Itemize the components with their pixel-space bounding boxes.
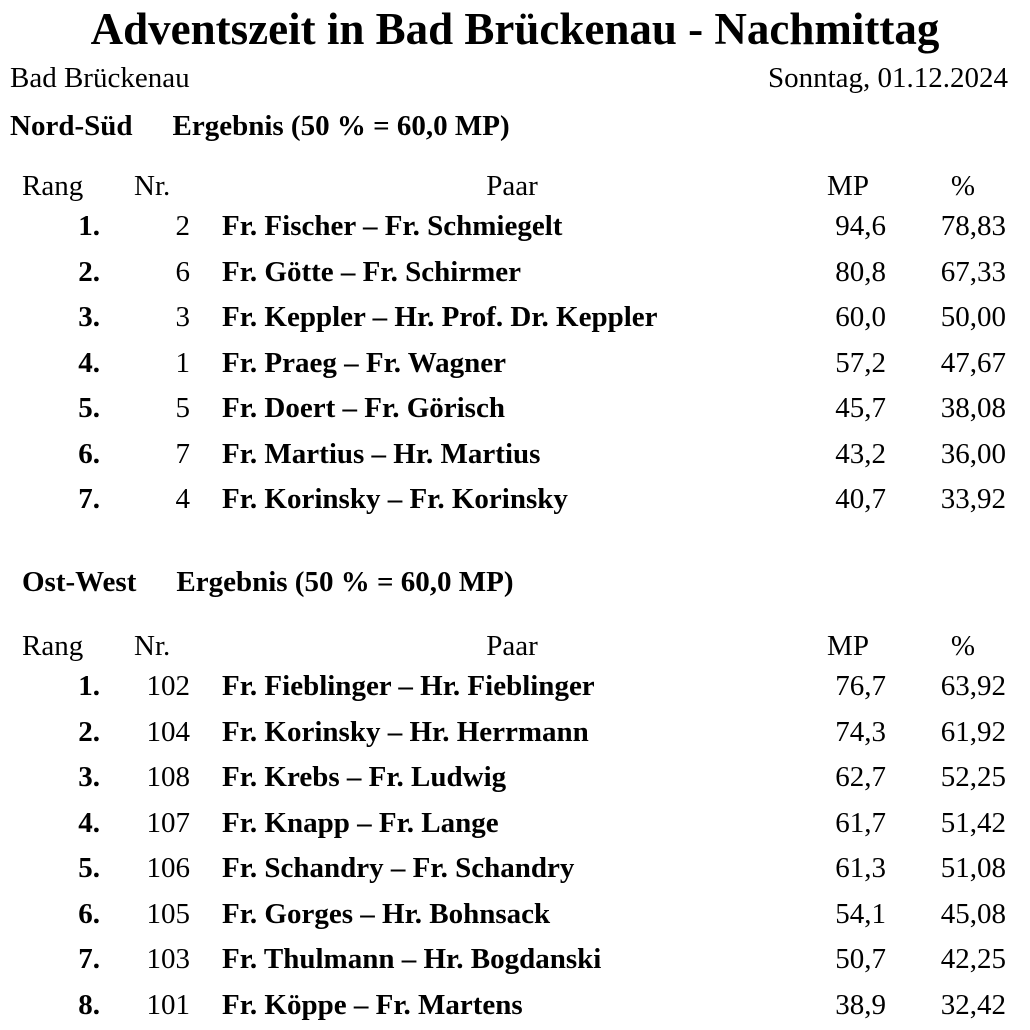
rank-cell: 4. bbox=[78, 346, 100, 379]
table-row bbox=[0, 252, 1030, 298]
column-header-paar: Paar bbox=[486, 630, 538, 662]
pair-names-cell: Fr. Schandry – Fr. Schandry bbox=[222, 852, 575, 884]
table-header-row bbox=[0, 166, 1030, 206]
pair-number-cell: 1 bbox=[175, 346, 190, 379]
pair-names-cell: Fr. Korinsky – Fr. Korinsky bbox=[222, 483, 568, 515]
pair-names-cell: Fr. Köppe – Fr. Martens bbox=[222, 988, 523, 1021]
column-header-mp: MP bbox=[827, 630, 869, 662]
mp-cell: 57,2 bbox=[835, 346, 886, 379]
mp-cell: 60,0 bbox=[835, 301, 886, 333]
pair-names-cell: Fr. Thulmann – Hr. Bogdanski bbox=[222, 943, 602, 975]
percent-cell: 78,83 bbox=[940, 210, 1006, 242]
pair-names-cell: Fr. Götte – Fr. Schirmer bbox=[222, 255, 522, 288]
percent-cell: 33,92 bbox=[940, 483, 1006, 515]
mp-cell: 76,7 bbox=[835, 670, 886, 702]
pair-names-cell: Fr. Krebs – Fr. Ludwig bbox=[222, 761, 507, 793]
pair-number-cell: 107 bbox=[146, 806, 190, 839]
table-row bbox=[0, 388, 1030, 434]
location-label: Bad Brückenau bbox=[10, 62, 190, 94]
table-row bbox=[0, 939, 1030, 985]
pair-names-cell: Fr. Korinsky – Hr. Herrmann bbox=[222, 715, 589, 748]
table-header-row bbox=[0, 626, 1030, 666]
mp-cell: 38,9 bbox=[835, 988, 886, 1021]
pair-number-cell: 7 bbox=[175, 437, 190, 470]
pair-number-cell: 5 bbox=[175, 392, 190, 424]
mp-cell: 61,7 bbox=[835, 806, 886, 839]
pair-number-cell: 2 bbox=[175, 210, 190, 242]
table-row bbox=[0, 894, 1030, 940]
pair-number-cell: 106 bbox=[146, 852, 190, 884]
mp-cell: 40,7 bbox=[835, 483, 886, 515]
percent-cell: 38,08 bbox=[940, 392, 1006, 424]
percent-cell: 51,42 bbox=[940, 806, 1006, 839]
pair-number-cell: 102 bbox=[146, 670, 190, 702]
pair-names-cell: Fr. Doert – Fr. Görisch bbox=[222, 392, 505, 424]
table-row bbox=[0, 206, 1030, 252]
rank-cell: 1. bbox=[78, 670, 100, 702]
pair-number-cell: 104 bbox=[146, 715, 190, 748]
pair-names-cell: Fr. Fieblinger – Hr. Fieblinger bbox=[222, 670, 595, 702]
rank-cell: 2. bbox=[78, 715, 100, 748]
table-row bbox=[0, 434, 1030, 480]
pair-names-cell: Fr. Martius – Hr. Martius bbox=[222, 437, 541, 470]
results-table-nord-sued bbox=[0, 166, 1030, 525]
mp-cell: 43,2 bbox=[835, 437, 886, 470]
mp-cell: 74,3 bbox=[835, 715, 886, 748]
rank-cell: 3. bbox=[78, 301, 100, 333]
results-table-ost-west bbox=[0, 626, 1030, 1030]
rank-cell: 6. bbox=[78, 437, 100, 470]
table-row bbox=[0, 985, 1030, 1030]
pair-names-cell: Fr. Keppler – Hr. Prof. Dr. Keppler bbox=[222, 301, 658, 333]
table-row bbox=[0, 297, 1030, 343]
pair-names-cell: Fr. Knapp – Fr. Lange bbox=[222, 806, 499, 839]
percent-cell: 52,25 bbox=[940, 761, 1006, 793]
percent-cell: 45,08 bbox=[940, 897, 1006, 930]
section-direction: Ost-West bbox=[22, 566, 137, 598]
percent-cell: 63,92 bbox=[940, 670, 1006, 702]
rank-cell: 2. bbox=[78, 255, 100, 288]
section-result-summary: Ergebnis (50 % = 60,0 MP) bbox=[172, 110, 510, 142]
pair-number-cell: 4 bbox=[175, 483, 190, 515]
column-header-nr: Nr. bbox=[134, 170, 171, 202]
section-result-summary: Ergebnis (50 % = 60,0 MP) bbox=[176, 566, 514, 598]
mp-cell: 94,6 bbox=[835, 210, 886, 242]
pair-number-cell: 101 bbox=[146, 988, 190, 1021]
column-header-rang: Rang bbox=[22, 630, 84, 662]
table-row bbox=[0, 666, 1030, 712]
column-header-mp: MP bbox=[827, 170, 869, 202]
table-row bbox=[0, 479, 1030, 525]
section-direction: Nord-Süd bbox=[10, 110, 133, 142]
table-row bbox=[0, 803, 1030, 849]
percent-cell: 36,00 bbox=[940, 437, 1006, 470]
pair-number-cell: 105 bbox=[146, 897, 190, 930]
rank-cell: 5. bbox=[78, 392, 100, 424]
pair-number-cell: 3 bbox=[175, 301, 190, 333]
pair-number-cell: 6 bbox=[175, 255, 190, 288]
table-row bbox=[0, 343, 1030, 389]
pair-number-cell: 108 bbox=[146, 761, 190, 793]
percent-cell: 32,42 bbox=[940, 988, 1006, 1021]
percent-cell: 50,00 bbox=[940, 301, 1006, 333]
rank-cell: 1. bbox=[78, 210, 100, 242]
rank-cell: 4. bbox=[78, 806, 100, 839]
rank-cell: 5. bbox=[78, 852, 100, 884]
pair-names-cell: Fr. Praeg – Fr. Wagner bbox=[222, 346, 507, 379]
column-header-percent: % bbox=[950, 630, 976, 662]
percent-cell: 47,67 bbox=[940, 346, 1006, 379]
mp-cell: 50,7 bbox=[835, 943, 886, 975]
column-header-paar: Paar bbox=[486, 170, 538, 202]
table-row bbox=[0, 848, 1030, 894]
rank-cell: 6. bbox=[78, 897, 100, 930]
section-heading-ost-west bbox=[22, 564, 514, 600]
percent-cell: 42,25 bbox=[940, 943, 1006, 975]
section-heading-nord-sued bbox=[10, 108, 510, 144]
column-header-rang: Rang bbox=[22, 170, 84, 202]
rank-cell: 7. bbox=[78, 943, 100, 975]
date-label: Sonntag, 01.12.2024 bbox=[767, 62, 1008, 94]
table-row bbox=[0, 757, 1030, 803]
mp-cell: 61,3 bbox=[835, 852, 886, 884]
mp-cell: 62,7 bbox=[835, 761, 886, 793]
percent-cell: 61,92 bbox=[940, 715, 1006, 748]
column-header-nr: Nr. bbox=[134, 630, 171, 662]
pair-names-cell: Fr. Fischer – Fr. Schmiegelt bbox=[222, 210, 563, 242]
percent-cell: 67,33 bbox=[940, 255, 1006, 288]
mp-cell: 54,1 bbox=[835, 897, 886, 930]
mp-cell: 45,7 bbox=[835, 392, 886, 424]
page-title: Adventszeit in Bad Brückenau - Nachmittag bbox=[90, 4, 940, 54]
percent-cell: 51,08 bbox=[940, 852, 1006, 884]
table-row bbox=[0, 712, 1030, 758]
rank-cell: 3. bbox=[78, 761, 100, 793]
rank-cell: 8. bbox=[78, 988, 100, 1021]
column-header-percent: % bbox=[950, 170, 976, 202]
pair-number-cell: 103 bbox=[146, 943, 190, 975]
rank-cell: 7. bbox=[78, 483, 100, 515]
pair-names-cell: Fr. Gorges – Hr. Bohnsack bbox=[222, 897, 551, 930]
mp-cell: 80,8 bbox=[835, 255, 886, 288]
